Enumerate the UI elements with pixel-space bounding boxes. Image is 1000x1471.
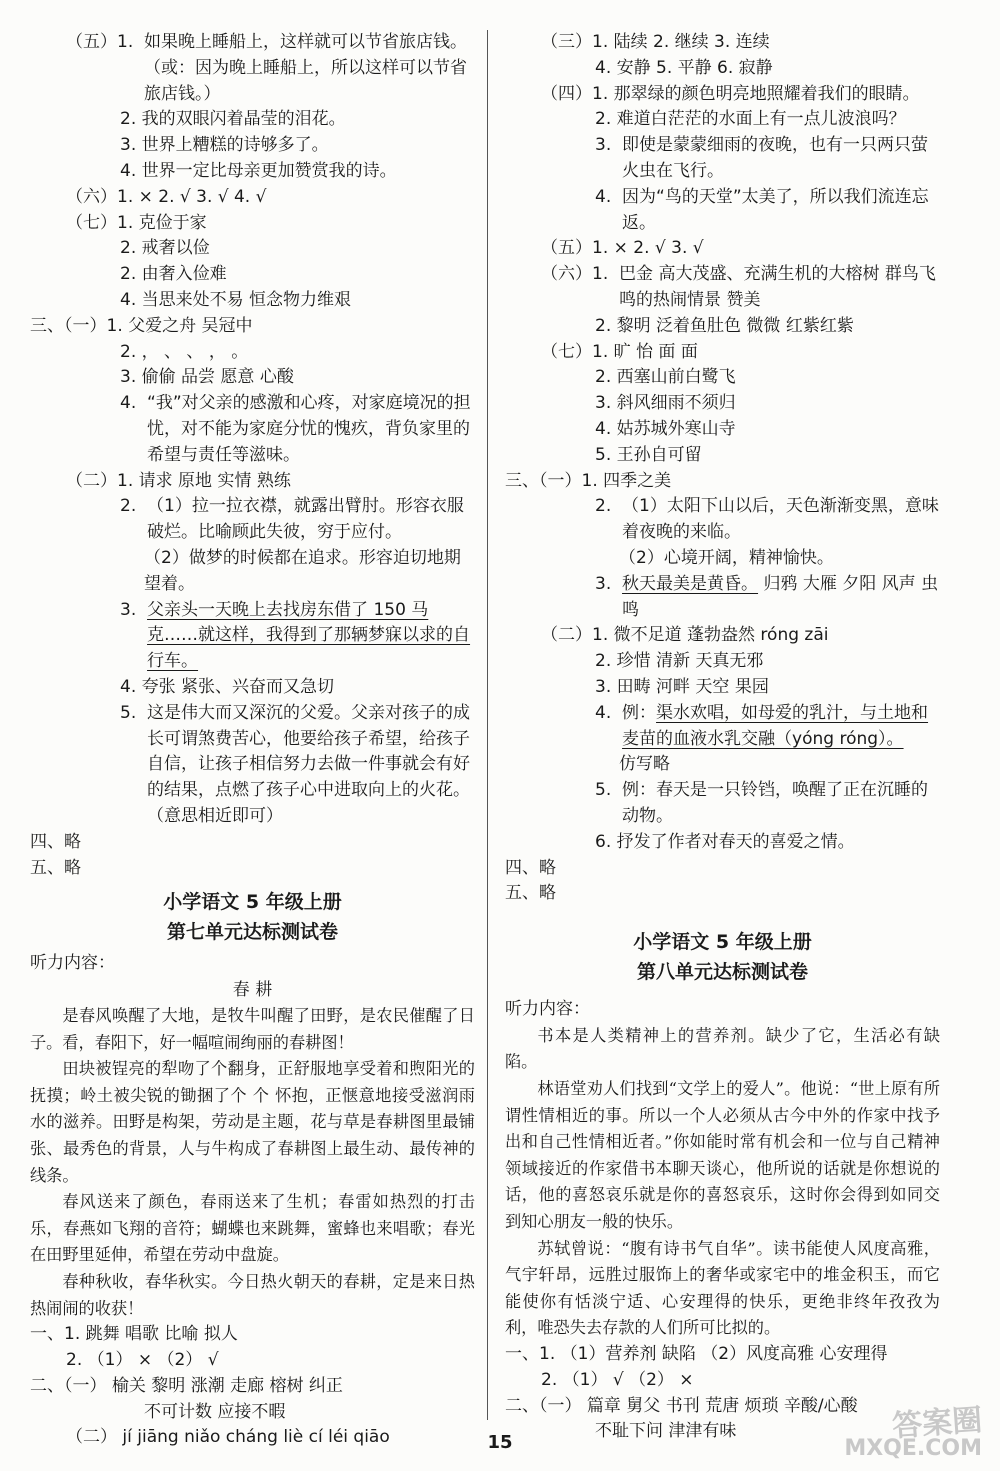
answer-line: （二）1. 请求 原地 实情 熟练 bbox=[66, 470, 291, 491]
answer-line: 2. （1）拉一拉衣襟，就露出臂肘。形容衣服破烂。比喻顾此失彼，穷于应付。 bbox=[120, 496, 464, 543]
passage-paragraph: 春风送来了颜色，春雨送来了生机；春雷如热烈的打击乐，春燕如飞翔的音符；蝴蝶也来跳舞，蜜蜂也来唱歌；春光在田野里延伸，希望在劳动中盘旋。 bbox=[30, 1192, 475, 1265]
answer-line: 2. 我的双眼闪着晶莹的泪花。 bbox=[120, 109, 346, 130]
answer-line: 2. 由奢入俭难 bbox=[120, 264, 227, 285]
passage-paragraph: 春种秋收，春华秋实。今日热火朝天的春耕，定是来日热热闹闹的收获！ bbox=[30, 1272, 475, 1318]
answer-line: 5. 这是伟大而又深沉的父爱。父亲对孩子的成长可谓煞费苦心，他要给孩子希望，给孩子自信，让孩子相信努力去做一件事就会有好的结果，点燃了孩子心中进取向上的火花。（意思相近即可） bbox=[120, 702, 471, 826]
answer-line: 2. （1） × （2） √ bbox=[66, 1350, 219, 1371]
answer-line: （五）1. × 2. √ 3. √ bbox=[541, 238, 704, 259]
answer-line: （二） jí jiāng niǎo cháng liè cí léi qiāo bbox=[66, 1427, 390, 1448]
answer-line: 二、（一） 篇章 舅父 书刊 荒唐 烦琐 辛酸/心酸 bbox=[505, 1395, 858, 1416]
answer-line: （四）1. 那翠绿的颜色明亮地照耀着我们的眼睛。 bbox=[541, 83, 920, 104]
answer-line: 2. 珍惜 清新 天真无邪 bbox=[595, 651, 764, 672]
answer-line: 3. 偷偷 品尝 愿意 心酸 bbox=[120, 367, 294, 388]
page-number: 15 bbox=[487, 1432, 513, 1453]
passage-paragraph: 书本是人类精神上的营养剂。缺少了它，生活必有缺陷。 bbox=[505, 1025, 940, 1072]
unit-title-grade: 小学语文 5 年级上册 bbox=[163, 891, 342, 914]
answer-line: 2. 戒奢以俭 bbox=[120, 238, 210, 259]
answer-line: 3. 世界上糟糕的诗够多了。 bbox=[120, 135, 329, 156]
answer-line: 4. “我”对父亲的感激和心疼，对家庭境况的担忧，对不能为家庭分忧的愧疚，背负家里的希望与责任等滋味。 bbox=[120, 393, 471, 465]
answer-line: 3. 父亲头一天晚上去找房东借了 150 马克……就这样，我得到了那辆梦寐以求的自行车。 bbox=[120, 599, 471, 672]
answer-line: （六）1. × 2. √ 3. √ 4. √ bbox=[66, 186, 267, 207]
answer-line: （六）1. 巴金 高大茂盛、充满生机的大榕树 群鸟飞鸣的热闹情景 赞美 bbox=[541, 264, 936, 310]
answer-line: （二）1. 微不足道 蓬勃盎然 róng zāi bbox=[541, 625, 829, 646]
answer-line: 2. （1）太阳下山以后，天色渐渐变黑，意味着夜晚的来临。 bbox=[595, 496, 939, 543]
unit-title-test: 第八单元达标测试卷 bbox=[636, 961, 808, 984]
answer-line: 4. 例：渠水欢唱，如母爱的乳汁，与土地和麦苗的血液水乳交融（yóng róng）。 bbox=[595, 702, 929, 749]
answer-line: 2. 黎明 泛着鱼肚色 微微 红紫红紫 bbox=[595, 315, 854, 336]
answer-line: 不可计数 应接不暇 bbox=[144, 1401, 286, 1422]
answer-line: 五、略 bbox=[505, 883, 556, 904]
answer-line: （七）1. 克俭于家 bbox=[66, 212, 207, 233]
answer-line: 4. 夸张 紧张、兴奋而又急切 bbox=[120, 676, 335, 697]
passage-paragraph: 苏轼曾说：“腹有诗书气自华”。读书能使人风度高雅，气宇轩昂，远胜过服饰上的奢华或家宅中的堆金积玉，而它能使你有恬淡宁适、心安理得的快乐，更绝非终年孜孜为利，唯恐失去存款的人们所可比拟的。 bbox=[505, 1238, 940, 1338]
answer-line: 4. 世界一定比母亲更加赞赏我的诗。 bbox=[120, 160, 397, 181]
answer-line: 3. 田畴 河畔 天空 果园 bbox=[595, 676, 769, 697]
right-column bbox=[505, 30, 940, 1445]
answer-line: 6. 抒发了作者对春天的喜爱之情。 bbox=[595, 831, 855, 852]
unit-title-grade: 小学语文 5 年级上册 bbox=[633, 931, 812, 954]
passage-paragraph: 林语堂劝人们找到“文学上的爱人”。他说：“世上原有所谓性情相近的事。所以一个人必须从古今中外的作家中找予出和自己性情相近者。”你如能时常有机会和一位与自己精神领域接近的作家借书本聊天谈心，他所说的话就是你想说的话，他的喜怒哀乐就是你的喜怒哀乐，这时你会得到如同交到知心朋友一般的快乐。 bbox=[505, 1079, 940, 1232]
answer-line: 4. 姑苏城外寒山寺 bbox=[595, 418, 736, 439]
listening-label: 听力内容： bbox=[30, 953, 115, 974]
answer-line: 四、略 bbox=[505, 857, 556, 878]
column-divider bbox=[487, 30, 488, 1420]
answer-line: （三）1. 陆续 2. 继续 3. 连续 bbox=[541, 32, 770, 52]
left-column bbox=[30, 30, 475, 1451]
answer-line: 三、（一）1. 四季之美 bbox=[505, 470, 672, 491]
answer-line: 3. 秋天最美是黄昏。 归鸦 大雁 夕阳 风声 虫鸣 bbox=[595, 573, 939, 620]
answer-line: 仿写略 bbox=[619, 754, 670, 775]
answer-line: （2）心境开阔，精神愉快。 bbox=[619, 547, 834, 568]
answer-line: 5. 王孙自可留 bbox=[595, 444, 702, 465]
answer-line: 4. 因为“鸟的天堂”太美了，所以我们流连忘返。 bbox=[595, 186, 929, 233]
answer-line: 四、略 bbox=[30, 831, 81, 852]
answer-line: （七）1. 旷 怡 面 面 bbox=[541, 341, 698, 362]
unit-title-test: 第七单元达标测试卷 bbox=[166, 921, 338, 944]
passage-title: 春 耕 bbox=[232, 980, 273, 1001]
answer-line: 3. 斜风细雨不须归 bbox=[595, 393, 736, 414]
answer-line: 三、（一）1. 父爱之舟 吴冠中 bbox=[30, 315, 253, 336]
answer-line: 2. （1） √ （2） × bbox=[541, 1369, 694, 1390]
answer-line: 5. 例：春天是一只铃铛，唤醒了正在沉睡的动物。 bbox=[595, 780, 929, 826]
answer-line: 2. ， 、 、 ， 。 bbox=[120, 341, 249, 362]
passage-paragraph: 田块被锃亮的犁吻了个翻身，正舒服地享受着和煦阳光的抚摸；岭土被尖锐的锄捆了个 个 怀抱，正惬意地接受滋润雨水的滋养。田野是构架，劳动是主题，花与草是春耕图里最铺张、最秀色的背景，人与牛构成了春耕图上最生动、最传神的线条。 bbox=[30, 1059, 475, 1185]
watermark-url: MXQE.COM bbox=[844, 1436, 982, 1461]
watermark-logo: 答案圈 bbox=[891, 1402, 984, 1445]
answer-line: 4. 当思来处不易 恒念物力维艰 bbox=[120, 289, 352, 310]
answer-line: 二、（一） 榆关 黎明 涨潮 走廊 榕树 纠正 bbox=[30, 1375, 343, 1396]
answer-line: 一、1. 跳舞 唱歌 比喻 拟人 bbox=[30, 1324, 238, 1345]
answer-line: 2. 西塞山前白鹭飞 bbox=[595, 367, 736, 388]
answer-line: （2）做梦的时候都在追求。形容迫切地期望着。 bbox=[144, 547, 461, 594]
answer-line: 不耻下问 津津有味 bbox=[595, 1421, 737, 1442]
answer-line: 五、略 bbox=[30, 857, 81, 878]
answer-line: 一、1. （1）营养剂 缺陷 （2）风度高雅 心安理得 bbox=[505, 1344, 888, 1365]
answer-line: 2. 难道白茫茫的水面上有一点儿波浪吗？ bbox=[595, 109, 906, 130]
answer-line: 4. 安静 5. 平静 6. 寂静 bbox=[595, 57, 773, 78]
passage-paragraph: 是春风唤醒了大地，是牧牛叫醒了田野，是农民催醒了日子。看，春阳下，好一幅喧闹绚丽的春耕图！ bbox=[30, 1006, 475, 1052]
answer-line: （五） 1. 如果晚上睡船上，这样就可以节省旅店钱。（或：因为晚上睡船上，所以这样可以节省旅店钱。） bbox=[66, 32, 468, 104]
listening-label: 听力内容： bbox=[505, 999, 590, 1020]
answer-line: 3. 即使是蒙蒙细雨的夜晚，也有一只两只萤火虫在飞行。 bbox=[595, 135, 929, 181]
